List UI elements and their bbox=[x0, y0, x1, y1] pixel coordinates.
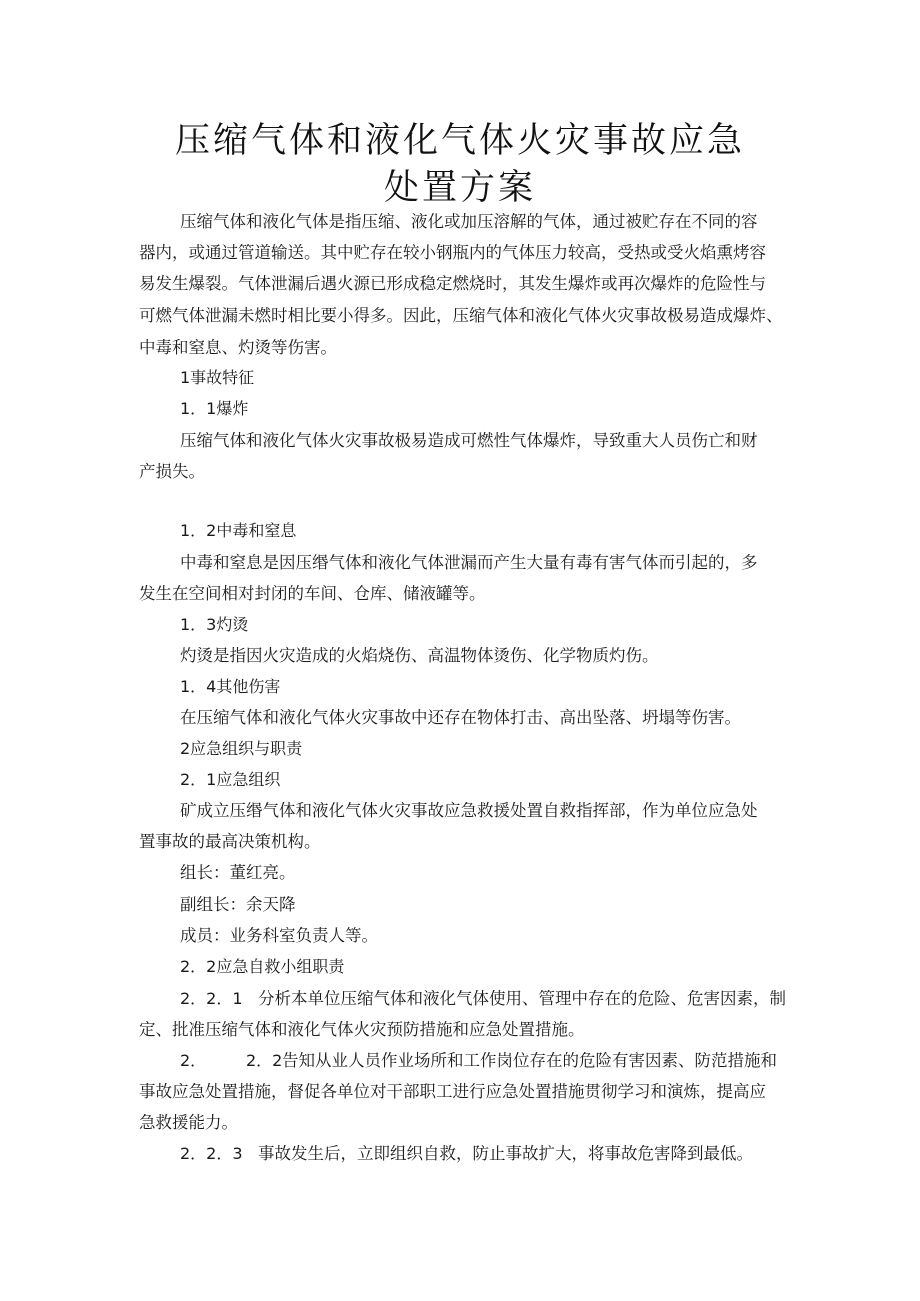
body-line: 告知从业人员作业场所和工作岗位存在的危险有害因素、防范措施和 bbox=[282, 1051, 777, 1070]
team-members: 成员：业务科室负责人等。 bbox=[180, 926, 378, 945]
body-line: 事故应急处置措施，督促各单位对干部职工进行应急处置措施贯彻学习和演炼，提高应 bbox=[139, 1082, 766, 1101]
body-line: 急救援能力。 bbox=[139, 1113, 238, 1132]
intro-line: 器内，或通过管道输送。其中贮存在较小钢瓶内的气体压力较高，受热或受火焰熏烤容 bbox=[139, 243, 766, 262]
body-line: 定、批准压缩气体和液化气体火灾预防措施和应急处置措施。 bbox=[139, 1020, 585, 1039]
subsection-heading: 1．1爆炸 bbox=[180, 399, 249, 418]
subsection-heading: 1．3灼烫 bbox=[180, 615, 249, 634]
body-line: 灼烫是指因火灾造成的火焰烧伤、高温物体烫伤、化学物质灼伤。 bbox=[180, 646, 659, 665]
subsection-heading: 1．2中毒和窒息 bbox=[180, 521, 297, 540]
body-line: 发生在空间相对封闭的车间、仓库、储液罐等。 bbox=[139, 584, 486, 603]
body-line: 中毒和窒息是因压缗气体和液化气体泄漏而产生大量有毒有害气体而引起的，多 bbox=[180, 553, 758, 572]
item-label: 2． bbox=[180, 1051, 207, 1070]
body-line: 在压缩气体和液化气体火灾事故中还存在物体打击、高出坠落、坍塌等伤害。 bbox=[180, 708, 741, 727]
body-line: 产损失。 bbox=[139, 462, 205, 481]
team-deputy: 副组长：余天降 bbox=[180, 895, 296, 914]
team-leader: 组长：董红亮。 bbox=[180, 863, 296, 882]
document-title-line-1: 压缩气体和液化气体火灾事故应急 bbox=[174, 121, 745, 161]
body-line: 置事故的最高决策机构。 bbox=[139, 832, 321, 851]
body-line: 分析本单位压缩气体和液化气体使用、管理中存在的危险、危害因素，制 bbox=[258, 989, 786, 1008]
item-label: 2．2．1 bbox=[180, 989, 243, 1008]
section-heading: 1事故特征 bbox=[180, 368, 255, 387]
intro-line: 压缩气体和液化气体是指压缩、液化或加压溶解的气体，通过被贮存在不同的容 bbox=[180, 212, 758, 231]
intro-line: 易发生爆裂。气体泄漏后遇火源已形成稳定燃烧时，其发生爆炸或再次爆炸的危险性与 bbox=[139, 274, 766, 293]
section-heading: 2应急组织与职责 bbox=[180, 739, 303, 758]
item-label: 2．2．3 bbox=[180, 1144, 243, 1163]
body-line: 事故发生后，立即组织自救，防止事故扩大，将事故危害降到最低。 bbox=[258, 1144, 753, 1163]
subsection-heading: 2．2应急自救小组职责 bbox=[180, 957, 345, 976]
body-line: 矿成立压缗气体和液化气体火灾事故应急救援处置自救指挥部，作为单位应急处 bbox=[180, 801, 758, 820]
item-label: 2．2 bbox=[246, 1051, 283, 1070]
document-title-line-2: 处置方案 bbox=[383, 168, 536, 208]
body-line: 压缩气体和液化气体火灾事故极易造成可燃性气体爆炸，导致重大人员伤亡和财 bbox=[180, 431, 758, 450]
subsection-heading: 1．4其他伤害 bbox=[180, 677, 281, 696]
intro-line: 可燃气体泄漏未燃时相比要小得多。因此，压缩气体和液化气体火灾事故极易造成爆炸、 bbox=[139, 306, 783, 325]
intro-line: 中毒和窒息、灼烫等伤害。 bbox=[139, 338, 337, 357]
subsection-heading: 2．1应急组织 bbox=[180, 770, 281, 789]
